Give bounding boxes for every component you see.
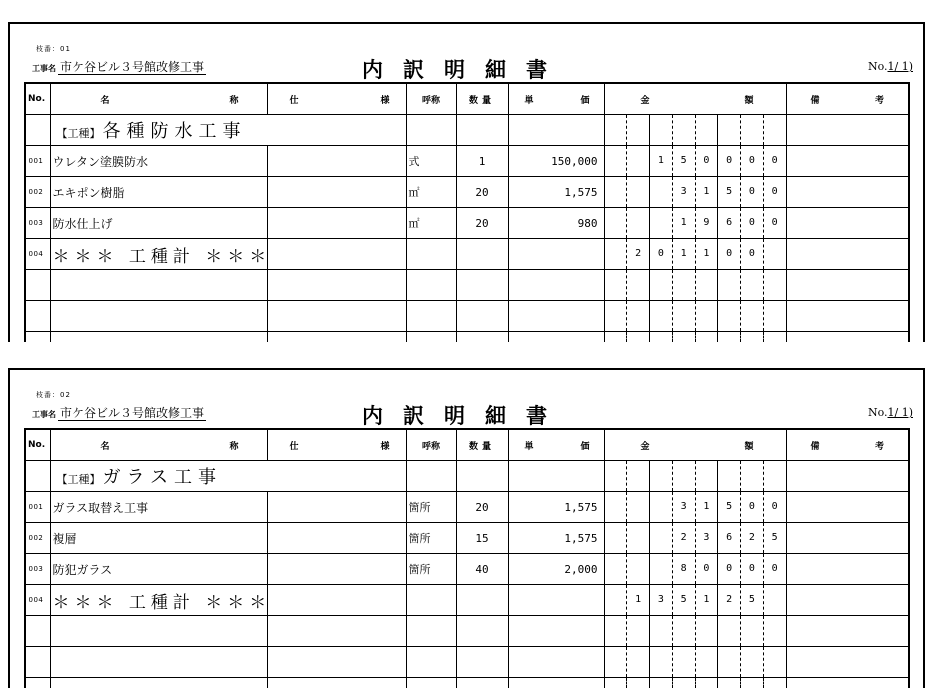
subtotal-amount bbox=[604, 585, 786, 616]
amount-digit bbox=[605, 301, 627, 331]
table-row bbox=[25, 177, 909, 208]
amount-digit bbox=[740, 647, 763, 677]
amount-digit bbox=[605, 270, 627, 300]
amount-digit: 0 bbox=[717, 554, 740, 584]
project-line bbox=[32, 404, 206, 421]
amount-digit: 2 bbox=[717, 585, 740, 615]
amount-digit: 5 bbox=[717, 492, 740, 522]
amount-digit: 5 bbox=[672, 585, 695, 615]
amount-digit bbox=[695, 115, 718, 145]
subtotal-row bbox=[25, 239, 909, 270]
amount-digit bbox=[649, 177, 672, 207]
amount-digit bbox=[605, 678, 627, 688]
row-number: 004 bbox=[28, 250, 44, 258]
item-qty: 15 bbox=[456, 523, 508, 554]
amount-digit bbox=[649, 115, 672, 145]
item-name: 001 ウレタン塗膜防水 bbox=[50, 146, 267, 177]
amount-digit: 0 bbox=[740, 554, 763, 584]
amount-digit bbox=[717, 301, 740, 331]
amount-digit: 3 bbox=[672, 492, 695, 522]
amount-digit: 3 bbox=[695, 523, 718, 553]
amount-digit: 1 bbox=[672, 239, 695, 269]
amount-digit bbox=[740, 332, 763, 342]
amount-digit: 0 bbox=[695, 146, 718, 176]
amount-digit: 1 bbox=[695, 492, 718, 522]
amount-digit: 5 bbox=[763, 523, 786, 553]
project-name: 市ケ谷ビル３号館改修工事 bbox=[60, 406, 205, 420]
amount-digit bbox=[626, 332, 649, 342]
header-no: No. bbox=[25, 83, 50, 115]
amount-digit bbox=[740, 616, 763, 646]
amount-digit bbox=[649, 616, 672, 646]
amount-digit bbox=[649, 492, 672, 522]
header-amount: 金 額 bbox=[604, 429, 786, 461]
header-unit: 呼称 bbox=[406, 83, 456, 115]
page-number: No.1/ 1) bbox=[867, 60, 913, 73]
item-name: 001 ガラス取替え工事 bbox=[50, 492, 267, 523]
amount-digit bbox=[740, 678, 763, 688]
amount-digit bbox=[605, 585, 627, 615]
amount-digit bbox=[626, 647, 649, 677]
amount-digit bbox=[740, 115, 763, 145]
amount-digit: 0 bbox=[717, 146, 740, 176]
amount-digit bbox=[672, 616, 695, 646]
row-number: 004 bbox=[28, 596, 44, 604]
item-name: 002 エキポン樹脂 bbox=[50, 177, 267, 208]
item-price: 980 bbox=[508, 208, 604, 239]
amount-grid bbox=[604, 115, 786, 146]
amount-digit: 9 bbox=[695, 208, 718, 238]
subtotal-label: 004 ＊＊＊ 工種計 ＊＊＊ bbox=[50, 239, 267, 270]
header-name: 名 称 bbox=[50, 429, 267, 461]
item-qty: 20 bbox=[456, 492, 508, 523]
item-qty: 20 bbox=[456, 208, 508, 239]
item-price: 2,000 bbox=[508, 554, 604, 585]
amount-digit bbox=[740, 270, 763, 300]
amount-digit: 2 bbox=[672, 523, 695, 553]
item-unit: 箇所 bbox=[406, 523, 456, 554]
amount-digit bbox=[717, 647, 740, 677]
item-qty: 40 bbox=[456, 554, 508, 585]
project-name: 市ケ谷ビル３号館改修工事 bbox=[60, 60, 205, 74]
amount-digit bbox=[626, 177, 649, 207]
item-amount bbox=[604, 208, 786, 239]
item-name: 003 防水仕上げ bbox=[50, 208, 267, 239]
table-row bbox=[25, 523, 909, 554]
table-header-row bbox=[25, 429, 909, 461]
header-amount: 金 額 bbox=[604, 83, 786, 115]
amount-digit bbox=[605, 647, 627, 677]
amount-digit: 1 bbox=[695, 177, 718, 207]
amount-digit bbox=[626, 492, 649, 522]
empty-row bbox=[25, 616, 909, 647]
amount-digit bbox=[763, 301, 786, 331]
detail-table bbox=[24, 428, 910, 688]
amount-digit bbox=[649, 647, 672, 677]
document-title: 内訳明細書 bbox=[362, 57, 567, 82]
amount-digit bbox=[763, 647, 786, 677]
amount-digit bbox=[626, 270, 649, 300]
amount-digit bbox=[605, 616, 627, 646]
sheet-number: 枝番：01 bbox=[36, 45, 71, 53]
amount-digit: 0 bbox=[740, 177, 763, 207]
amount-digit bbox=[649, 270, 672, 300]
row-number: 002 bbox=[28, 534, 44, 542]
amount-digit bbox=[695, 270, 718, 300]
amount-digit: 0 bbox=[763, 146, 786, 176]
amount-digit bbox=[763, 585, 786, 615]
row-number: 002 bbox=[28, 188, 44, 196]
amount-digit: 0 bbox=[649, 239, 672, 269]
amount-digit: 0 bbox=[740, 146, 763, 176]
amount-digit: 8 bbox=[672, 554, 695, 584]
table-row bbox=[25, 554, 909, 585]
amount-digit: 5 bbox=[672, 146, 695, 176]
item-unit: 箇所 bbox=[406, 492, 456, 523]
amount-digit bbox=[672, 678, 695, 688]
row-number: 003 bbox=[28, 219, 44, 227]
item-unit: ㎡ bbox=[406, 208, 456, 239]
amount-digit: 1 bbox=[626, 585, 649, 615]
amount-digit: 0 bbox=[763, 554, 786, 584]
header-unit: 呼称 bbox=[406, 429, 456, 461]
amount-digit: 5 bbox=[740, 585, 763, 615]
table-row bbox=[25, 492, 909, 523]
amount-digit bbox=[626, 523, 649, 553]
empty-row bbox=[25, 678, 909, 689]
amount-digit bbox=[626, 301, 649, 331]
subtotal-amount bbox=[604, 239, 786, 270]
row-number: 001 bbox=[28, 157, 44, 165]
amount-digit bbox=[605, 177, 627, 207]
amount-digit bbox=[763, 239, 786, 269]
amount-digit bbox=[763, 461, 786, 491]
project-line bbox=[32, 58, 206, 75]
amount-digit bbox=[717, 332, 740, 342]
empty-row bbox=[25, 270, 909, 301]
amount-digit bbox=[763, 332, 786, 342]
amount-digit bbox=[626, 115, 649, 145]
item-amount bbox=[604, 492, 786, 523]
amount-digit bbox=[626, 461, 649, 491]
amount-digit bbox=[695, 332, 718, 342]
amount-digit bbox=[672, 332, 695, 342]
item-unit: 箇所 bbox=[406, 554, 456, 585]
detail-table bbox=[24, 82, 910, 342]
amount-digit bbox=[605, 554, 627, 584]
amount-digit: 0 bbox=[740, 492, 763, 522]
item-name: 002 複層 bbox=[50, 523, 267, 554]
amount-digit bbox=[626, 208, 649, 238]
item-price: 1,575 bbox=[508, 177, 604, 208]
sheet-number: 枝番：02 bbox=[36, 391, 71, 399]
amount-digit bbox=[740, 301, 763, 331]
empty-row bbox=[25, 332, 909, 343]
amount-digit bbox=[649, 554, 672, 584]
header-qty: 数量 bbox=[456, 83, 508, 115]
amount-digit bbox=[626, 554, 649, 584]
amount-digit bbox=[672, 461, 695, 491]
header-spec: 仕 様 bbox=[267, 429, 406, 461]
estimate-sheet-1 bbox=[8, 22, 925, 342]
amount-digit bbox=[763, 115, 786, 145]
amount-digit bbox=[695, 301, 718, 331]
amount-digit bbox=[717, 115, 740, 145]
empty-row bbox=[25, 647, 909, 678]
amount-digit: 3 bbox=[672, 177, 695, 207]
trade-row bbox=[25, 115, 909, 146]
amount-digit bbox=[649, 678, 672, 688]
amount-digit: 1 bbox=[649, 146, 672, 176]
amount-digit bbox=[672, 270, 695, 300]
item-unit: 式 bbox=[406, 146, 456, 177]
amount-digit bbox=[626, 678, 649, 688]
header-spec: 仕 様 bbox=[267, 83, 406, 115]
amount-digit bbox=[695, 678, 718, 688]
amount-digit bbox=[740, 461, 763, 491]
trade-row bbox=[25, 461, 909, 492]
amount-digit bbox=[717, 461, 740, 491]
amount-digit: 6 bbox=[717, 523, 740, 553]
amount-digit: 3 bbox=[649, 585, 672, 615]
amount-digit: 0 bbox=[763, 177, 786, 207]
amount-digit bbox=[605, 492, 627, 522]
amount-digit: 5 bbox=[717, 177, 740, 207]
amount-digit bbox=[605, 332, 627, 342]
item-amount bbox=[604, 146, 786, 177]
table-header-row bbox=[25, 83, 909, 115]
amount-digit bbox=[649, 208, 672, 238]
subtotal-label: 004 ＊＊＊ 工種計 ＊＊＊ bbox=[50, 585, 267, 616]
table-row bbox=[25, 208, 909, 239]
amount-digit: 1 bbox=[672, 208, 695, 238]
project-label: 工事名 bbox=[32, 64, 56, 73]
header-qty: 数量 bbox=[456, 429, 508, 461]
amount-digit: 1 bbox=[695, 585, 718, 615]
amount-digit bbox=[605, 239, 627, 269]
header-price: 単 価 bbox=[508, 83, 604, 115]
amount-digit bbox=[695, 616, 718, 646]
item-unit: ㎡ bbox=[406, 177, 456, 208]
document-title: 内訳明細書 bbox=[362, 403, 567, 428]
table-row bbox=[25, 146, 909, 177]
item-name: 003 防犯ガラス bbox=[50, 554, 267, 585]
header-no: No. bbox=[25, 429, 50, 461]
subtotal-row bbox=[25, 585, 909, 616]
amount-digit bbox=[672, 115, 695, 145]
estimate-sheet-2 bbox=[8, 368, 925, 688]
amount-digit bbox=[649, 301, 672, 331]
header-remarks: 備 考 bbox=[786, 83, 909, 115]
item-amount bbox=[604, 177, 786, 208]
row-number: 001 bbox=[28, 503, 44, 511]
amount-digit: 0 bbox=[740, 239, 763, 269]
header-name: 名 称 bbox=[50, 83, 267, 115]
project-label: 工事名 bbox=[32, 410, 56, 419]
item-qty: 1 bbox=[456, 146, 508, 177]
amount-digit bbox=[649, 332, 672, 342]
amount-digit bbox=[605, 146, 627, 176]
item-price: 1,575 bbox=[508, 523, 604, 554]
amount-digit bbox=[717, 678, 740, 688]
amount-digit bbox=[763, 678, 786, 688]
amount-digit bbox=[695, 461, 718, 491]
item-price: 150,000 bbox=[508, 146, 604, 177]
amount-digit bbox=[605, 523, 627, 553]
amount-digit: 0 bbox=[763, 492, 786, 522]
item-amount bbox=[604, 523, 786, 554]
amount-digit bbox=[695, 647, 718, 677]
amount-digit: 0 bbox=[717, 239, 740, 269]
amount-digit bbox=[626, 616, 649, 646]
amount-digit: 0 bbox=[763, 208, 786, 238]
item-price: 1,575 bbox=[508, 492, 604, 523]
amount-digit bbox=[605, 461, 627, 491]
amount-digit: 0 bbox=[740, 208, 763, 238]
amount-digit: 0 bbox=[695, 554, 718, 584]
trade-title: 【工種】 ガラス工事 bbox=[50, 461, 406, 492]
amount-digit bbox=[605, 115, 627, 145]
amount-digit bbox=[717, 616, 740, 646]
empty-row bbox=[25, 301, 909, 332]
amount-grid bbox=[604, 461, 786, 492]
header-price: 単 価 bbox=[508, 429, 604, 461]
amount-digit bbox=[672, 301, 695, 331]
page-number: No.1/ 1) bbox=[867, 406, 913, 419]
item-qty: 20 bbox=[456, 177, 508, 208]
amount-digit bbox=[672, 647, 695, 677]
header-remarks: 備 考 bbox=[786, 429, 909, 461]
amount-digit bbox=[649, 523, 672, 553]
amount-digit bbox=[717, 270, 740, 300]
amount-digit: 2 bbox=[626, 239, 649, 269]
trade-title: 【工種】 各種防水工事 bbox=[50, 115, 406, 146]
item-amount bbox=[604, 554, 786, 585]
amount-digit bbox=[605, 208, 627, 238]
amount-digit: 6 bbox=[717, 208, 740, 238]
amount-digit bbox=[649, 461, 672, 491]
amount-digit: 2 bbox=[740, 523, 763, 553]
amount-digit bbox=[626, 146, 649, 176]
amount-digit bbox=[763, 616, 786, 646]
amount-digit bbox=[763, 270, 786, 300]
amount-digit: 1 bbox=[695, 239, 718, 269]
row-number: 003 bbox=[28, 565, 44, 573]
